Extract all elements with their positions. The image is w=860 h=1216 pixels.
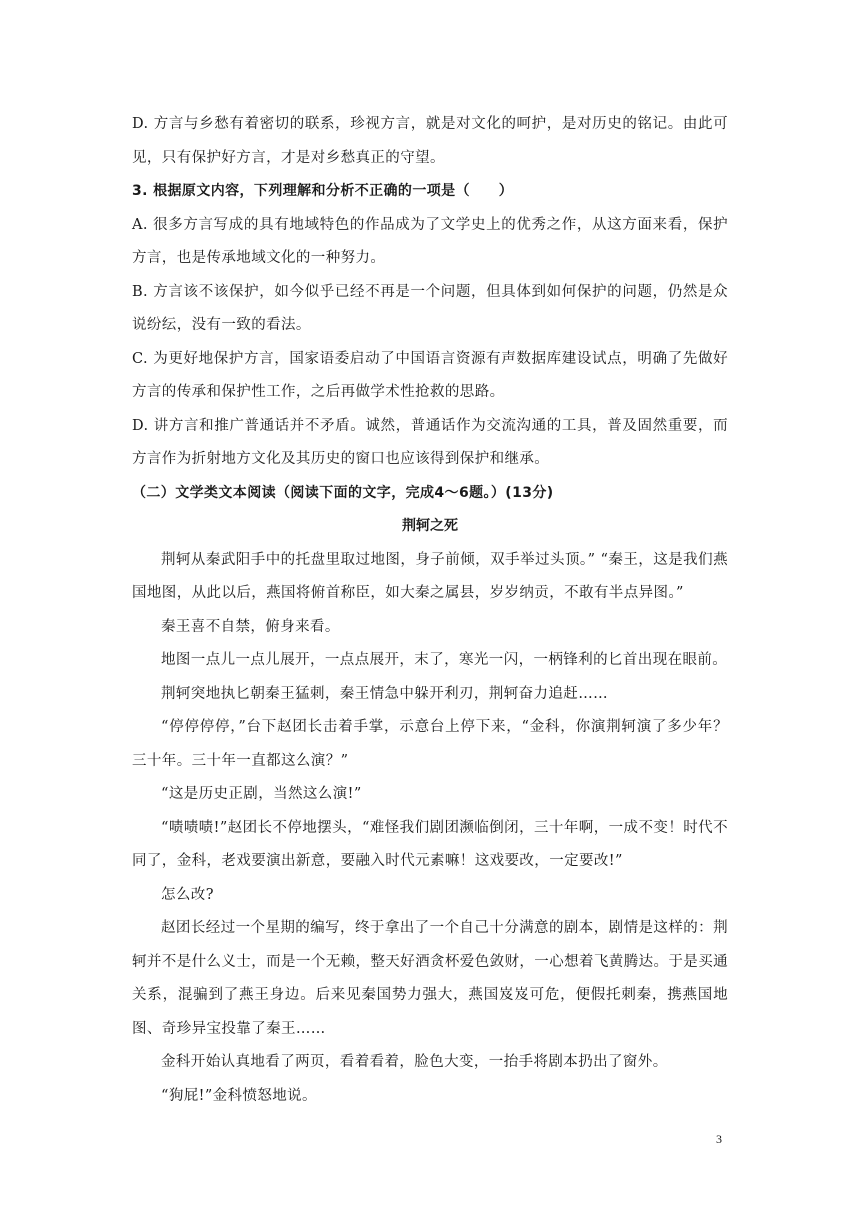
- story-paragraph: 秦王喜不自禁，俯身来看。: [161, 618, 340, 635]
- q3-option-c: C. 为更好地保护方言，国家语委启动了中国语言资源有声数据库建设试点，明确了先做好方言的传承和保护性工作，之后再做学术性抢救的思路。: [132, 350, 728, 400]
- page-content: [132, 108, 728, 1113]
- story-paragraph: 地图一点儿一点儿展开，一点点展开，末了，寒光一闪，一柄锋利的匕首出现在眼前。: [161, 652, 728, 668]
- story-paragraph: “停停停停，”台下赵团长击着手掌，示意台上停下来，“金科，你演荆轲演了多少年？三十年。三十年一直都这么演？”: [132, 719, 728, 769]
- story-paragraph: 赵团长经过一个星期的编写，终于拿出了一个自己十分满意的剧本，剧情是这样的：荆轲并不是什么义士，而是一个无赖，整天好酒贪杯爱色敛财，一心想着飞黄腾达。于是买通关系，混骗到了燕王身边。后来见秦国势力强大，燕国岌岌可危，便假托刺秦，携燕国地图、奇珍异宝投靠了秦王……: [132, 920, 728, 1037]
- story-title: 荆轲之死: [402, 518, 458, 534]
- page-number: 3: [716, 1132, 722, 1146]
- q3-option-a: A. 很多方言写成的具有地域特色的作品成为了文学史上的优秀之作，从这方面来看，保护方言，也是传承地域文化的一种努力。: [132, 216, 728, 266]
- story-paragraph: 荆轲从秦武阳手中的托盘里取过地图，身子前倾，双手举过头顶。” “秦王，这是我们燕国地图，从此以后，燕国将俯首称臣，如大秦之属县，岁岁纳贡，不敢有半点异图。”: [132, 551, 728, 601]
- section-heading: （二）文学类文本阅读（阅读下面的文字，完成4～6题。）(13分): [132, 484, 554, 501]
- q3-stem: 3. 根据原文内容，下列理解和分析不正确的一项是（ ）: [132, 183, 514, 199]
- story-paragraph: “啧啧啧!”赵团长不停地摆头，“难怪我们剧团濒临倒闭，三十年啊，一成不变！时代不同了，金科，老戏要演出新意，要融入时代元素嘛！这戏要改，一定要改!”: [132, 819, 728, 869]
- q3-option-d: D. 讲方言和推广普通话并不矛盾。诚然，普通话作为交流沟通的工具，普及固然重要，而方言作为折射地方文化及其历史的窗口也应该得到保护和继承。: [132, 417, 728, 467]
- story-paragraph: “狗屁!”金科愤怒地说。: [161, 1087, 317, 1104]
- q3-option-b: B. 方言该不该保护，如今似乎已经不再是一个问题，但具体到如何保护的问题，仍然是众说纷纭，没有一致的看法。: [132, 283, 728, 333]
- story-paragraph: 荆轲突地执匕朝秦王猛刺，秦王情急中躲开利刃，荆轲奋力追赶……: [161, 685, 608, 702]
- q2-option-d: D. 方言与乡愁有着密切的联系，珍视方言，就是对文化的呵护，是对历史的铭记。由此可见，只有保护好方言，才是对乡愁真正的守望。: [132, 116, 728, 166]
- story-paragraph: 金科开始认真地看了两页，看着看着，脸色大变，一抬手将剧本扔出了窗外。: [161, 1054, 668, 1070]
- story-paragraph: “这是历史正剧，当然这么演!”: [161, 786, 362, 802]
- story-paragraph: 怎么改?: [161, 886, 214, 903]
